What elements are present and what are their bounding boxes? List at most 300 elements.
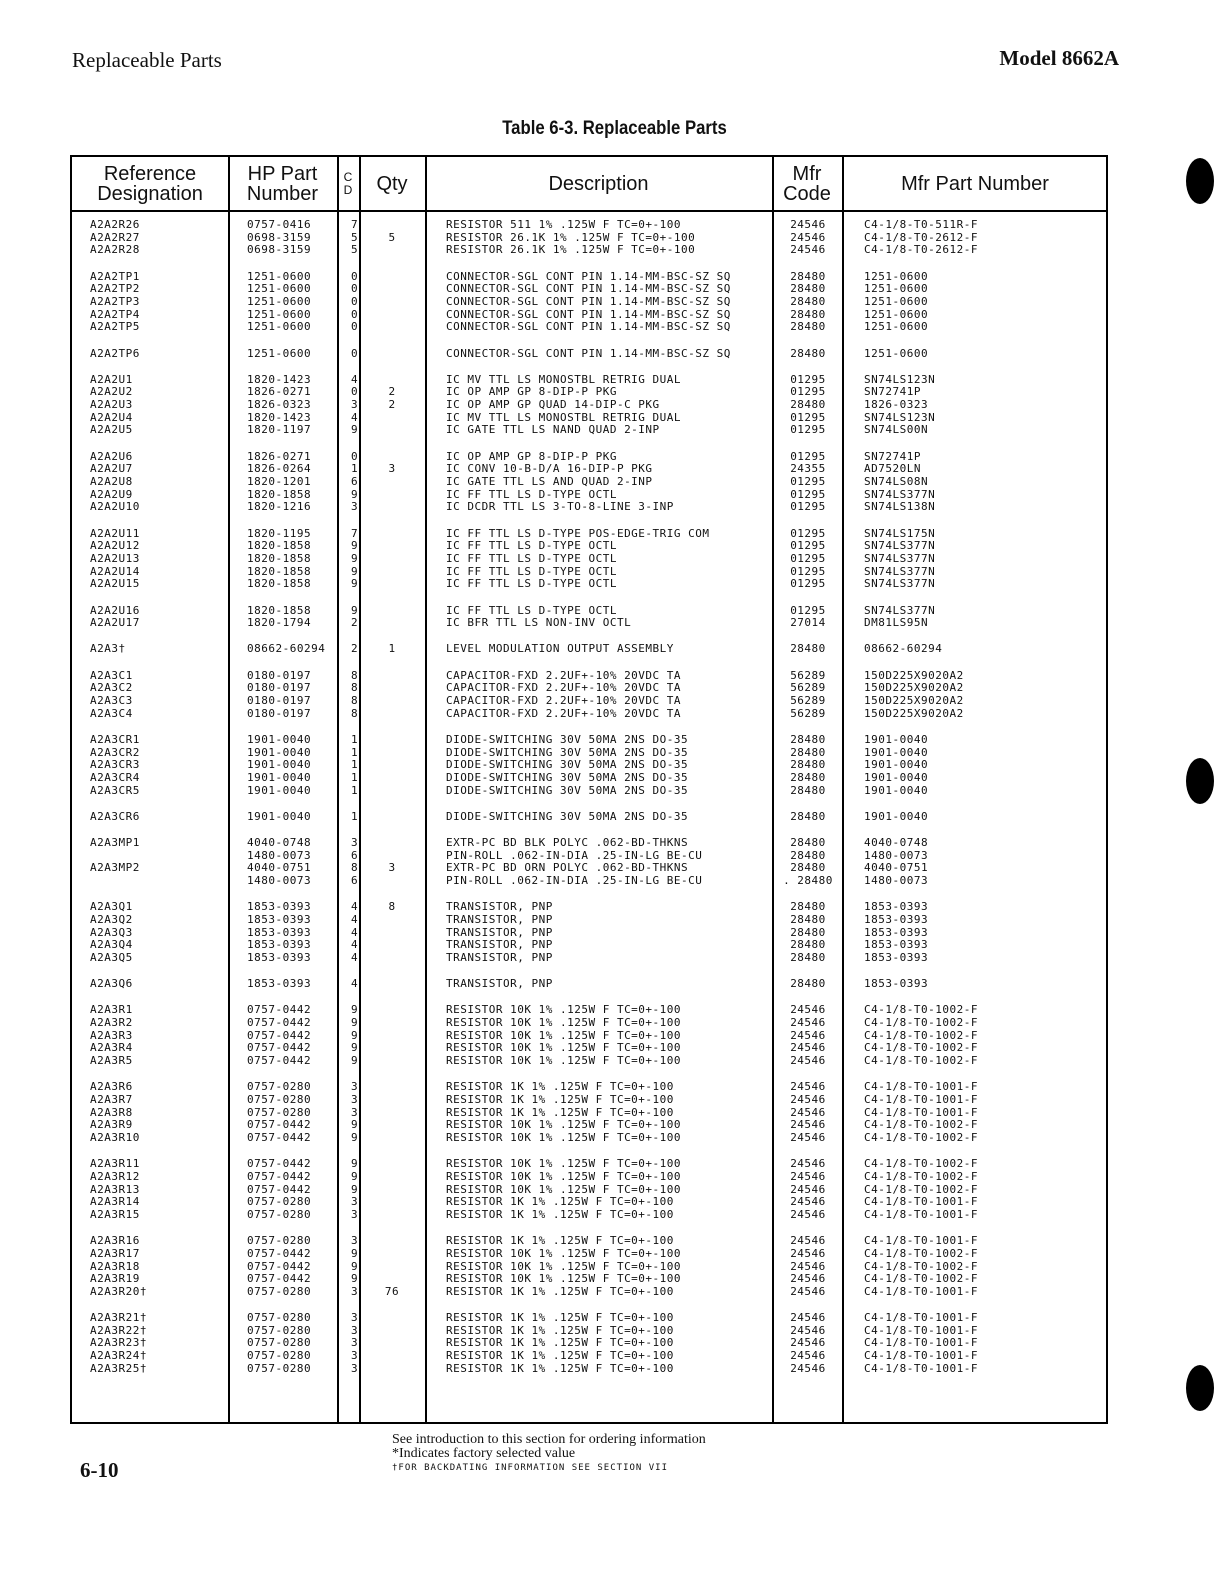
cell-reference: A2A3Q4 xyxy=(90,938,133,952)
cell-description: RESISTOR 26.1K 1% .125W F TC=0+-100 xyxy=(446,230,696,244)
cell-description: IC OP AMP GP 8-DIP-P PKG xyxy=(446,449,617,463)
cell-description: IC FF TTL LS D-TYPE OCTL xyxy=(446,603,617,617)
cell-hp-part-number: 0180-0197 xyxy=(247,668,312,682)
cell-hp-part-number: 08662-60294 xyxy=(247,642,326,656)
cell-check-digit: 1 xyxy=(351,809,359,823)
table-row xyxy=(72,901,1106,914)
cell-hp-part-number: 0757-0280 xyxy=(247,1234,312,1248)
cell-description: RESISTOR 10K 1% .125W F TC=0+-100 xyxy=(446,1028,682,1042)
cell-mfr-code: 56289 xyxy=(790,706,826,720)
cell-check-digit: 3 xyxy=(351,1234,359,1248)
cell-check-digit: 9 xyxy=(351,1182,359,1196)
cell-hp-part-number: 0757-0416 xyxy=(247,218,312,231)
cell-mfr-code: 28480 xyxy=(790,770,826,784)
header-rule xyxy=(72,210,1106,212)
cell-reference: A2A3MP1 xyxy=(90,835,140,849)
cell-mfr-code: 28480 xyxy=(790,938,826,952)
cell-hp-part-number: 1901-0040 xyxy=(247,809,312,823)
cell-description: IC OP AMP GP QUAD 14-DIP-C PKG xyxy=(446,398,660,412)
cell-reference: A2A3R19 xyxy=(90,1272,140,1286)
table-row xyxy=(72,1171,1106,1184)
cell-check-digit: 8 xyxy=(351,861,359,875)
cell-mfr-code: 28480 xyxy=(790,732,826,746)
cell-mfr-code: 56289 xyxy=(790,668,826,682)
col-header-mfr-line2: Code xyxy=(783,182,831,205)
cell-hp-part-number: 1820-1794 xyxy=(247,616,312,630)
table-row xyxy=(72,617,1106,630)
cell-hp-part-number: 1820-1197 xyxy=(247,423,312,437)
cell-mfr-part-number: SN74LS377N xyxy=(864,577,936,591)
cell-check-digit: 9 xyxy=(351,564,359,578)
cell-mfr-part-number: SN74LS377N xyxy=(864,539,936,553)
cell-description: RESISTOR 1K 1% .125W F TC=0+-100 xyxy=(446,1195,674,1209)
cell-hp-part-number: 1820-1858 xyxy=(247,577,312,591)
cell-hp-part-number: 1820-1858 xyxy=(247,487,312,501)
cell-hp-part-number: 1820-1195 xyxy=(247,526,312,540)
cell-mfr-code: 24546 xyxy=(790,218,826,231)
cell-qty: 5 xyxy=(388,230,396,244)
cell-reference: A2A2U12 xyxy=(90,539,140,553)
cell-description: RESISTOR 10K 1% .125W F TC=0+-100 xyxy=(446,1169,682,1183)
running-header-model: Model 8662A xyxy=(999,46,1119,70)
cell-reference: A2A2U4 xyxy=(90,410,133,424)
cell-mfr-part-number: 1853-0393 xyxy=(864,925,929,939)
col-header-qty-label: Qty xyxy=(376,172,408,195)
cell-reference: A2A3CR3 xyxy=(90,758,140,772)
cell-reference: A2A2TP3 xyxy=(90,294,140,308)
cell-mfr-part-number: C4-1/8-T0-1001-F xyxy=(864,1105,978,1119)
cell-description: IC MV TTL LS MONOSTBL RETRIG DUAL xyxy=(446,410,682,424)
cell-mfr-code: 28480 xyxy=(790,977,826,991)
cell-description: DIODE-SWITCHING 30V 50MA 2NS DO-35 xyxy=(446,809,689,823)
cell-reference: A2A2U13 xyxy=(90,551,140,565)
cell-check-digit: 9 xyxy=(351,1259,359,1273)
cell-qty: 3 xyxy=(388,861,396,875)
cell-mfr-code: . 28480 xyxy=(783,874,833,887)
cell-mfr-part-number: C4-1/8-T0-1002-F xyxy=(864,1182,978,1196)
cell-hp-part-number: 1853-0393 xyxy=(247,950,312,964)
cell-hp-part-number: 1251-0600 xyxy=(247,294,312,308)
cell-description: IC BFR TTL LS NON-INV OCTL xyxy=(446,616,632,630)
cell-mfr-part-number: 08662-60294 xyxy=(864,642,943,656)
cell-mfr-part-number: SN74LS138N xyxy=(864,500,936,514)
cell-check-digit: 5 xyxy=(351,243,359,257)
col-header-mpn-label: Mfr Part Number xyxy=(901,172,1049,195)
cell-description: EXTR-PC BD ORN POLYC .062-BD-THKNS xyxy=(446,861,689,875)
cell-description: RESISTOR 1K 1% .125W F TC=0+-100 xyxy=(446,1092,674,1106)
cell-mfr-code: 01295 xyxy=(790,372,826,386)
cell-check-digit: 3 xyxy=(351,398,359,412)
cell-check-digit: 9 xyxy=(351,1131,359,1144)
cell-mfr-code: 56289 xyxy=(790,693,826,707)
cell-description: DIODE-SWITCHING 30V 50MA 2NS DO-35 xyxy=(446,745,689,759)
cell-hp-part-number: 0757-0280 xyxy=(247,1207,312,1221)
binder-hole xyxy=(1186,1365,1214,1411)
cell-mfr-code: 28480 xyxy=(790,320,826,334)
cell-mfr-code: 28480 xyxy=(790,809,826,823)
cell-check-digit: 3 xyxy=(351,1323,359,1337)
cell-reference: A2A3CR1 xyxy=(90,732,140,746)
running-header-left: Replaceable Parts xyxy=(72,48,222,72)
cell-mfr-part-number: C4-1/8-T0-1001-F xyxy=(864,1284,978,1298)
cell-mfr-part-number: C4-1/8-T0-1002-F xyxy=(864,1118,978,1132)
cell-reference: A2A2TP2 xyxy=(90,282,140,296)
cell-mfr-part-number: 1480-0073 xyxy=(864,874,929,887)
table-row xyxy=(72,1055,1106,1068)
cell-description: RESISTOR 511 1% .125W F TC=0+-100 xyxy=(446,218,682,231)
cell-qty: 8 xyxy=(388,900,396,914)
cell-hp-part-number: 1251-0600 xyxy=(247,346,312,360)
cell-mfr-part-number: C4-1/8-T0-1001-F xyxy=(864,1092,978,1106)
cell-check-digit: 3 xyxy=(351,1207,359,1221)
table-row xyxy=(72,578,1106,591)
cell-hp-part-number: 0757-0280 xyxy=(247,1092,312,1106)
cell-reference: A2A2U7 xyxy=(90,462,133,476)
cell-check-digit: 9 xyxy=(351,539,359,553)
cell-mfr-code: 24546 xyxy=(790,1284,826,1298)
table-row xyxy=(72,1363,1106,1376)
cell-reference: A2A3Q1 xyxy=(90,900,133,914)
cell-description: CAPACITOR-FXD 2.2UF+-10% 20VDC TA xyxy=(446,693,682,707)
cell-hp-part-number: 1820-1423 xyxy=(247,410,312,424)
cell-description: IC OP AMP GP 8-DIP-P PKG xyxy=(446,385,617,399)
table-row xyxy=(72,695,1106,708)
cell-qty: 2 xyxy=(388,385,396,399)
cell-hp-part-number: 1901-0040 xyxy=(247,783,312,797)
footnote-backdating: †FOR BACKDATING INFORMATION SEE SECTION VII xyxy=(392,1463,668,1473)
cell-hp-part-number: 0180-0197 xyxy=(247,706,312,720)
col-header-hp-line1: HP Part xyxy=(247,162,318,185)
cell-check-digit: 8 xyxy=(351,693,359,707)
table-row xyxy=(72,1017,1106,1030)
cell-mfr-code: 24546 xyxy=(790,1169,826,1183)
col-header-mfr-code xyxy=(772,157,842,210)
cell-description: RESISTOR 1K 1% .125W F TC=0+-100 xyxy=(446,1336,674,1350)
cell-hp-part-number: 4040-0751 xyxy=(247,861,312,875)
cell-mfr-code: 01295 xyxy=(790,539,826,553)
cell-reference: A2A2U10 xyxy=(90,500,140,514)
cell-hp-part-number: 0757-0280 xyxy=(247,1080,312,1094)
cell-hp-part-number: 0180-0197 xyxy=(247,681,312,695)
cell-mfr-code: 24546 xyxy=(790,1157,826,1171)
cell-description: RESISTOR 1K 1% .125W F TC=0+-100 xyxy=(446,1349,674,1363)
cell-mfr-code: 24546 xyxy=(790,1016,826,1029)
cell-mfr-part-number: 1901-0040 xyxy=(864,783,929,797)
cell-reference: A2A2TP1 xyxy=(90,269,140,283)
cell-mfr-code: 01295 xyxy=(790,526,826,540)
cell-hp-part-number: 1901-0040 xyxy=(247,732,312,746)
cell-check-digit: 8 xyxy=(351,706,359,720)
cell-mfr-part-number: 4040-0748 xyxy=(864,835,929,849)
cell-description: RESISTOR 1K 1% .125W F TC=0+-100 xyxy=(446,1361,674,1375)
cell-mfr-code: 28480 xyxy=(790,783,826,797)
footnotes xyxy=(392,1433,706,1475)
cell-mfr-code: 28480 xyxy=(790,282,826,296)
cell-mfr-part-number: 1901-0040 xyxy=(864,758,929,772)
col-header-hp-part xyxy=(228,157,337,210)
cell-description: RESISTOR 10K 1% .125W F TC=0+-100 xyxy=(446,1272,682,1286)
cell-check-digit: 9 xyxy=(351,1169,359,1183)
cell-hp-part-number: 1251-0600 xyxy=(247,307,312,321)
cell-hp-part-number: 0757-0280 xyxy=(247,1349,312,1363)
cell-hp-part-number: 0180-0197 xyxy=(247,693,312,707)
cell-mfr-code: 01295 xyxy=(790,410,826,424)
cell-reference: A2A2R28 xyxy=(90,243,140,257)
cell-hp-part-number: 1853-0393 xyxy=(247,977,312,991)
cell-mfr-part-number: C4-1/8-T0-1002-F xyxy=(864,1259,978,1273)
cell-mfr-part-number: SN72741P xyxy=(864,449,921,463)
table-row xyxy=(72,501,1106,514)
cell-hp-part-number: 1826-0323 xyxy=(247,398,312,412)
cell-mfr-code: 27014 xyxy=(790,616,826,630)
cell-check-digit: 9 xyxy=(351,1028,359,1042)
cell-reference: A2A3C3 xyxy=(90,693,133,707)
col-header-cd-line2: D xyxy=(343,182,353,197)
cell-mfr-part-number: SN74LS377N xyxy=(864,551,936,565)
cell-reference: A2A2U14 xyxy=(90,564,140,578)
cell-check-digit: 4 xyxy=(351,977,359,991)
page-number: 6-10 xyxy=(80,1458,119,1482)
cell-description: DIODE-SWITCHING 30V 50MA 2NS DO-35 xyxy=(446,758,689,772)
cell-mfr-code: 28480 xyxy=(790,307,826,321)
cell-mfr-code: 28480 xyxy=(790,346,826,360)
cell-description: RESISTOR 1K 1% .125W F TC=0+-100 xyxy=(446,1284,674,1298)
cell-mfr-part-number: C4-1/8-T0-1002-F xyxy=(864,1054,978,1068)
cell-mfr-part-number: 1901-0040 xyxy=(864,732,929,746)
cell-description: RESISTOR 10K 1% .125W F TC=0+-100 xyxy=(446,1131,682,1144)
cell-reference: A2A3R7 xyxy=(90,1092,133,1106)
cell-reference: A2A3C1 xyxy=(90,668,133,682)
cell-mfr-code: 24546 xyxy=(790,1028,826,1042)
cell-mfr-part-number: C4-1/8-T0-1002-F xyxy=(864,1041,978,1055)
cell-hp-part-number: 0757-0280 xyxy=(247,1105,312,1119)
cell-description: CAPACITOR-FXD 2.2UF+-10% 20VDC TA xyxy=(446,706,682,720)
cell-mfr-part-number: 1901-0040 xyxy=(864,770,929,784)
cell-check-digit: 5 xyxy=(351,230,359,244)
cell-mfr-code: 28480 xyxy=(790,925,826,939)
cell-hp-part-number: 1901-0040 xyxy=(247,745,312,759)
col-header-description-label: Description xyxy=(548,172,649,195)
cell-mfr-part-number: C4-1/8-T0-1002-F xyxy=(864,1246,978,1260)
cell-mfr-code: 28480 xyxy=(790,950,826,964)
cell-description: DIODE-SWITCHING 30V 50MA 2NS DO-35 xyxy=(446,783,689,797)
cell-reference: A2A3R11 xyxy=(90,1157,140,1171)
cell-reference: A2A3R8 xyxy=(90,1105,133,1119)
table-row xyxy=(72,837,1106,850)
cell-hp-part-number: 1480-0073 xyxy=(247,874,312,887)
cell-description: RESISTOR 10K 1% .125W F TC=0+-100 xyxy=(446,1182,682,1196)
cell-description: RESISTOR 1K 1% .125W F TC=0+-100 xyxy=(446,1105,674,1119)
table-row xyxy=(72,424,1106,437)
cell-reference: A2A3R17 xyxy=(90,1246,140,1260)
cell-check-digit: 4 xyxy=(351,912,359,926)
cell-description: RESISTOR 26.1K 1% .125W F TC=0+-100 xyxy=(446,243,696,257)
cell-reference: A2A3R9 xyxy=(90,1118,133,1132)
cell-mfr-code: 24355 xyxy=(790,462,826,476)
cell-mfr-code: 28480 xyxy=(790,848,826,862)
cell-mfr-part-number: 1251-0600 xyxy=(864,282,929,296)
cell-check-digit: 0 xyxy=(351,282,359,296)
cell-reference: A2A2U6 xyxy=(90,449,133,463)
cell-description: CONNECTOR-SGL CONT PIN 1.14-MM-BSC-SZ SQ xyxy=(446,294,731,308)
cell-check-digit: 3 xyxy=(351,1080,359,1094)
cell-check-digit: 1 xyxy=(351,770,359,784)
cell-description: TRANSISTOR, PNP xyxy=(446,977,553,991)
cell-check-digit: 9 xyxy=(351,551,359,565)
cell-description: IC FF TTL LS D-TYPE OCTL xyxy=(446,577,617,591)
cell-mfr-part-number: 1853-0393 xyxy=(864,912,929,926)
cell-hp-part-number: 1820-1423 xyxy=(247,372,312,386)
cell-reference: A2A2U9 xyxy=(90,487,133,501)
cell-hp-part-number: 1251-0600 xyxy=(247,269,312,283)
cell-description: IC CONV 10-B-D/A 16-DIP-P PKG xyxy=(446,462,653,476)
cell-mfr-code: 24546 xyxy=(790,1080,826,1094)
cell-mfr-part-number: C4-1/8-T0-1001-F xyxy=(864,1234,978,1248)
cell-hp-part-number: 0757-0280 xyxy=(247,1311,312,1325)
cell-mfr-part-number: C4-1/8-T0-1001-F xyxy=(864,1080,978,1094)
cell-hp-part-number: 0757-0442 xyxy=(247,1003,312,1017)
cell-reference: A2A3CR6 xyxy=(90,809,140,823)
cell-reference: A2A3MP2 xyxy=(90,861,140,875)
cell-mfr-part-number: 4040-0751 xyxy=(864,861,929,875)
cell-mfr-code: 01295 xyxy=(790,564,826,578)
cell-qty: 1 xyxy=(388,642,396,656)
cell-mfr-part-number: 1853-0393 xyxy=(864,900,929,914)
cell-description: LEVEL MODULATION OUTPUT ASSEMBLY xyxy=(446,642,674,656)
cell-check-digit: 6 xyxy=(351,848,359,862)
cell-description: TRANSISTOR, PNP xyxy=(446,925,553,939)
cell-mfr-code: 24546 xyxy=(790,1054,826,1068)
cell-hp-part-number: 1853-0393 xyxy=(247,900,312,914)
cell-check-digit: 4 xyxy=(351,938,359,952)
cell-reference: A2A2U5 xyxy=(90,423,133,437)
cell-mfr-part-number: 150D225X9020A2 xyxy=(864,681,964,695)
cell-mfr-code: 28480 xyxy=(790,642,826,656)
cell-mfr-part-number: C4-1/8-T0-1001-F xyxy=(864,1349,978,1363)
table-row xyxy=(72,296,1106,309)
table-row xyxy=(72,978,1106,991)
cell-reference: A2A3C4 xyxy=(90,706,133,720)
cell-mfr-code: 24546 xyxy=(790,1246,826,1260)
cell-reference: A2A3Q6 xyxy=(90,977,133,991)
cell-mfr-part-number: DM81LS95N xyxy=(864,616,929,630)
cell-description: RESISTOR 10K 1% .125W F TC=0+-100 xyxy=(446,1157,682,1171)
cell-check-digit: 1 xyxy=(351,462,359,476)
table-row xyxy=(72,785,1106,798)
cell-mfr-part-number: SN74LS377N xyxy=(864,487,936,501)
cell-description: RESISTOR 10K 1% .125W F TC=0+-100 xyxy=(446,1118,682,1132)
cell-description: IC GATE TTL LS AND QUAD 2-INP xyxy=(446,475,653,488)
cell-check-digit: 3 xyxy=(351,1105,359,1119)
cell-check-digit: 0 xyxy=(351,385,359,399)
binder-hole xyxy=(1186,158,1214,204)
cell-check-digit: 0 xyxy=(351,346,359,360)
cell-reference: A2A2U17 xyxy=(90,616,140,630)
cell-hp-part-number: 1820-1858 xyxy=(247,551,312,565)
cell-mfr-code: 24546 xyxy=(790,1349,826,1363)
cell-reference: A2A3R24† xyxy=(90,1349,147,1363)
cell-mfr-part-number: 1853-0393 xyxy=(864,938,929,952)
cell-description: IC FF TTL LS D-TYPE OCTL xyxy=(446,564,617,578)
cell-description: TRANSISTOR, PNP xyxy=(446,912,553,926)
cell-reference: A2A3R15 xyxy=(90,1207,140,1221)
cell-mfr-code: 28480 xyxy=(790,294,826,308)
cell-mfr-code: 01295 xyxy=(790,449,826,463)
cell-hp-part-number: 4040-0748 xyxy=(247,835,312,849)
cell-hp-part-number: 1826-0271 xyxy=(247,385,312,399)
cell-check-digit: 9 xyxy=(351,487,359,501)
table-row xyxy=(72,321,1106,334)
cell-mfr-code: 24546 xyxy=(790,1272,826,1286)
cell-hp-part-number: 0757-0280 xyxy=(247,1284,312,1298)
cell-hp-part-number: 1853-0393 xyxy=(247,912,312,926)
cell-mfr-code: 56289 xyxy=(790,681,826,695)
cell-description: TRANSISTOR, PNP xyxy=(446,950,553,964)
cell-check-digit: 4 xyxy=(351,372,359,386)
cell-description: RESISTOR 10K 1% .125W F TC=0+-100 xyxy=(446,1246,682,1260)
cell-mfr-code: 01295 xyxy=(790,603,826,617)
cell-mfr-part-number: C4-1/8-T0-1002-F xyxy=(864,1131,978,1144)
cell-hp-part-number: 1826-0271 xyxy=(247,449,312,463)
cell-mfr-part-number: C4-1/8-T0-2612-F xyxy=(864,243,978,257)
cell-check-digit: 2 xyxy=(351,642,359,656)
cell-reference: A2A3R1 xyxy=(90,1003,133,1017)
table-row xyxy=(72,759,1106,772)
col-header-cd xyxy=(337,157,359,210)
cell-mfr-part-number: 150D225X9020A2 xyxy=(864,693,964,707)
cell-mfr-part-number: C4-1/8-T0-1001-F xyxy=(864,1311,978,1325)
cell-mfr-code: 24546 xyxy=(790,1131,826,1144)
cell-mfr-part-number: SN74LS123N xyxy=(864,410,936,424)
table-row xyxy=(72,708,1106,721)
table-row xyxy=(72,1235,1106,1248)
cell-description: IC MV TTL LS MONOSTBL RETRIG DUAL xyxy=(446,372,682,386)
cell-description: CONNECTOR-SGL CONT PIN 1.14-MM-BSC-SZ SQ xyxy=(446,282,731,296)
cell-reference: A2A3R14 xyxy=(90,1195,140,1209)
table-row xyxy=(72,1350,1106,1363)
cell-mfr-code: 24546 xyxy=(790,1234,826,1248)
table-row xyxy=(72,927,1106,940)
col-header-reference-line2: Designation xyxy=(97,182,203,205)
parts-table-body xyxy=(72,219,1106,1376)
cell-check-digit: 3 xyxy=(351,1361,359,1375)
cell-check-digit: 6 xyxy=(351,874,359,887)
cell-qty: 3 xyxy=(388,462,396,476)
table-row xyxy=(72,399,1106,412)
cell-description: CONNECTOR-SGL CONT PIN 1.14-MM-BSC-SZ SQ xyxy=(446,307,731,321)
cell-mfr-code: 01295 xyxy=(790,487,826,501)
cell-mfr-part-number: C4-1/8-T0-1002-F xyxy=(864,1016,978,1029)
cell-reference: A2A2R26 xyxy=(90,218,140,231)
cell-check-digit: 0 xyxy=(351,294,359,308)
cell-mfr-code: 01295 xyxy=(790,475,826,488)
cell-reference: A2A2R27 xyxy=(90,230,140,244)
cell-description: CONNECTOR-SGL CONT PIN 1.14-MM-BSC-SZ SQ xyxy=(446,269,731,283)
cell-description: CONNECTOR-SGL CONT PIN 1.14-MM-BSC-SZ SQ xyxy=(446,346,731,360)
cell-description: RESISTOR 10K 1% .125W F TC=0+-100 xyxy=(446,1259,682,1273)
cell-reference: A2A3R16 xyxy=(90,1234,140,1248)
cell-description: TRANSISTOR, PNP xyxy=(446,900,553,914)
cell-description: RESISTOR 1K 1% .125W F TC=0+-100 xyxy=(446,1234,674,1248)
cell-mfr-part-number: C4-1/8-T0-511R-F xyxy=(864,218,978,231)
cell-mfr-part-number: C4-1/8-T0-1001-F xyxy=(864,1361,978,1375)
cell-check-digit: 3 xyxy=(351,1349,359,1363)
cell-description: IC DCDR TTL LS 3-TO-8-LINE 3-INP xyxy=(446,500,674,514)
cell-mfr-part-number: 1826-0323 xyxy=(864,398,929,412)
cell-check-digit: 8 xyxy=(351,681,359,695)
table-row xyxy=(72,219,1106,232)
cell-check-digit: 3 xyxy=(351,500,359,514)
